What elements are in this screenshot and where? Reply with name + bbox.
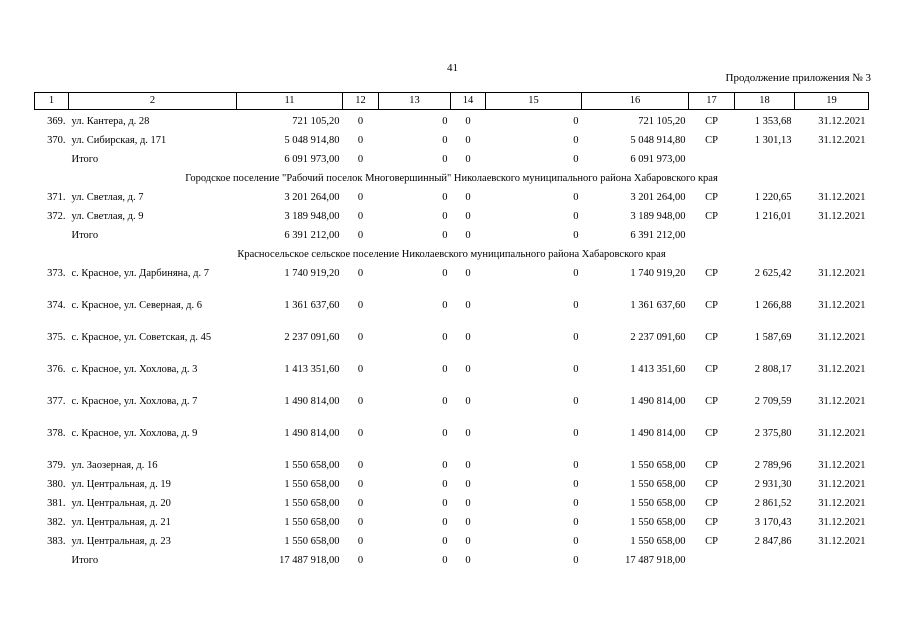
col15-cell: 0 — [573, 331, 579, 343]
col19-cell: 31.12.2021 — [818, 363, 866, 375]
total-row — [35, 549, 869, 568]
row-number: 369. — [47, 116, 66, 127]
table-row — [35, 454, 869, 473]
col17-cell: СР — [705, 116, 718, 127]
row-number: 383. — [47, 535, 66, 547]
col15-cell: 0 — [573, 363, 579, 375]
address-cell: ул. Светлая, д. 9 — [71, 210, 144, 222]
col14-cell: 0 — [465, 395, 471, 407]
row-number: 377. — [47, 395, 66, 407]
col19-cell: 31.12.2021 — [818, 210, 866, 222]
col15-cell: 0 — [573, 134, 579, 146]
row-number: 380. — [47, 478, 66, 490]
table-row — [35, 492, 869, 511]
col16-cell: 1 550 658,00 — [630, 497, 686, 509]
col13-cell: 0 — [442, 331, 448, 343]
col17-cell: СР — [705, 497, 718, 509]
col15-cell: 0 — [573, 459, 579, 471]
table-row — [35, 262, 869, 294]
col16-cell: 3 201 264,00 — [630, 191, 686, 203]
col13-cell: 0 — [442, 497, 448, 509]
address-cell: ул. Светлая, д. 7 — [71, 191, 144, 203]
col14-cell: 0 — [465, 299, 471, 311]
address-cell: Итого — [71, 554, 99, 566]
group-heading-row — [35, 167, 869, 186]
col16-cell: 17 487 918,00 — [625, 554, 686, 566]
col19-cell — [795, 224, 869, 243]
table-row — [35, 473, 869, 492]
table-row — [35, 294, 869, 326]
header-cell: 18 — [735, 93, 795, 110]
header-cell: 11 — [237, 93, 343, 110]
col15-cell: 0 — [573, 535, 579, 547]
address-cell: ул. Центральная, д. 19 — [71, 478, 171, 490]
col18-cell: 2 931,30 — [754, 478, 792, 490]
col17-cell: СР — [705, 331, 718, 343]
col19-cell: 31.12.2021 — [818, 267, 866, 279]
col13-cell: 0 — [442, 516, 448, 528]
row-number: 374. — [47, 299, 66, 311]
col18-cell: 1 216,01 — [754, 210, 792, 222]
col17-cell: СР — [705, 535, 718, 547]
col18-cell: 1 220,65 — [754, 191, 792, 203]
table-row — [35, 110, 869, 129]
header-cell: 14 — [451, 93, 486, 110]
col12-cell: 0 — [357, 535, 364, 547]
col19-cell: 31.12.2021 — [818, 134, 866, 146]
col14-cell: 0 — [465, 153, 471, 165]
col17-cell: СР — [705, 210, 718, 222]
col18-cell — [735, 224, 795, 243]
col19-cell: 31.12.2021 — [818, 191, 866, 203]
row-number: 379. — [47, 459, 66, 471]
col15-cell: 0 — [573, 554, 579, 566]
col14-cell: 0 — [465, 459, 471, 471]
table-row — [35, 326, 869, 358]
col18-cell: 2 789,96 — [754, 459, 792, 471]
group-heading: Городское поселение "Рабочий поселок Многовершинный" Николаевского муниципального района Хабаровского края — [185, 172, 718, 184]
total-row — [35, 148, 869, 167]
col19-cell — [795, 148, 869, 167]
col13-cell: 0 — [442, 229, 448, 241]
col15-cell: 0 — [573, 229, 579, 241]
col11-cell: 1 550 658,00 — [284, 516, 340, 528]
table-row — [35, 511, 869, 530]
col17-cell: СР — [705, 363, 718, 375]
row-number — [35, 224, 69, 243]
col18-cell: 1 587,69 — [754, 331, 792, 343]
row-number: 370. — [47, 134, 66, 146]
address-cell: с. Красное, ул. Хохлова, д. 9 — [71, 427, 198, 439]
col19-cell: 31.12.2021 — [818, 478, 866, 490]
col18-cell: 2 375,80 — [754, 427, 792, 439]
col11-cell: 2 237 091,60 — [284, 331, 340, 343]
col17-cell: СР — [705, 395, 718, 407]
col11-cell: 1 413 351,60 — [284, 363, 340, 375]
col13-cell: 0 — [442, 535, 448, 547]
header-cell: 2 — [69, 93, 237, 110]
row-number: 375. — [47, 331, 66, 343]
address-cell: с. Красное, ул. Дарбиняна, д. 7 — [71, 267, 210, 279]
col18-cell — [735, 148, 795, 167]
col15-cell: 0 — [573, 299, 579, 311]
col18-cell: 3 170,43 — [754, 516, 792, 528]
col11-cell: 1 550 658,00 — [284, 535, 340, 547]
row-number: 371. — [47, 191, 66, 203]
col14-cell: 0 — [465, 554, 471, 566]
col13-cell: 0 — [442, 554, 448, 566]
col16-cell: 1 550 658,00 — [630, 459, 686, 471]
col15-cell: 0 — [573, 427, 579, 439]
col14-cell: 0 — [465, 478, 471, 490]
col16-cell: 1 490 814,00 — [630, 427, 686, 439]
row-number: 376. — [47, 363, 66, 375]
address-cell: с. Красное, ул. Советская, д. 45 — [71, 331, 212, 343]
address-cell: ул. Заозерная, д. 16 — [71, 459, 158, 471]
col17-cell: СР — [705, 459, 718, 471]
col16-cell: 6 091 973,00 — [630, 153, 686, 165]
col17-cell — [689, 148, 735, 167]
col15-cell: 0 — [573, 210, 579, 222]
col14-cell: 0 — [465, 229, 471, 241]
row-number: 382. — [47, 516, 66, 528]
col17-cell — [689, 224, 735, 243]
col16-cell: 2 237 091,60 — [630, 331, 686, 343]
col11-cell: 1 550 658,00 — [284, 459, 340, 471]
col15-cell: 0 — [573, 478, 579, 490]
continuation-label: Продолжение приложения № 3 — [725, 72, 871, 84]
address-cell: ул. Центральная, д. 21 — [71, 516, 171, 528]
col14-cell: 0 — [465, 363, 471, 375]
col13-cell: 0 — [442, 134, 448, 146]
col11-cell: 3 189 948,00 — [284, 210, 340, 222]
col12-cell: 0 — [357, 363, 364, 375]
col11-cell: 3 201 264,00 — [284, 191, 340, 203]
address-cell: Итого — [71, 153, 99, 165]
header-cell: 1 — [35, 93, 69, 110]
col12-cell: 0 — [357, 229, 364, 241]
col16-cell: 1 413 351,60 — [630, 363, 686, 375]
address-cell: ул. Сибирская, д. 171 — [71, 134, 167, 146]
col13-cell: 0 — [442, 210, 448, 222]
address-cell: ул. Центральная, д. 20 — [71, 497, 171, 509]
col18-cell: 2 808,17 — [754, 363, 792, 375]
address-cell: ул. Центральная, д. 23 — [71, 535, 171, 547]
col17-cell: СР — [705, 427, 718, 439]
col18-cell: 2 847,86 — [754, 535, 792, 547]
col12-cell: 0 — [357, 459, 364, 471]
col16-cell: 1 550 658,00 — [630, 535, 686, 547]
col18-cell: 2 861,52 — [754, 497, 792, 509]
col18-cell: 1 353,68 — [754, 116, 792, 127]
col16-cell: 1 550 658,00 — [630, 516, 686, 528]
table-row — [35, 390, 869, 422]
col16-cell: 1 740 919,20 — [630, 267, 686, 279]
col16-cell: 6 391 212,00 — [630, 229, 686, 241]
col11-cell: 6 091 973,00 — [284, 153, 340, 165]
header-cell: 12 — [343, 93, 379, 110]
table-header-row — [35, 93, 869, 110]
row-number — [35, 549, 69, 568]
col11-cell: 721 105,20 — [292, 116, 340, 127]
row-number: 381. — [47, 497, 66, 509]
col15-cell: 0 — [573, 191, 579, 203]
col12-cell: 0 — [357, 153, 364, 165]
col13-cell: 0 — [442, 299, 448, 311]
header-cell: 16 — [582, 93, 689, 110]
header-cell: 13 — [379, 93, 451, 110]
col11-cell: 1 550 658,00 — [284, 478, 340, 490]
col12-cell: 0 — [357, 134, 364, 146]
col13-cell: 0 — [442, 459, 448, 471]
col11-cell: 5 048 914,80 — [284, 134, 340, 146]
table-row — [35, 422, 869, 454]
col17-cell: СР — [705, 516, 718, 528]
address-cell: Итого — [71, 229, 99, 241]
col13-cell: 0 — [442, 191, 448, 203]
col14-cell: 0 — [465, 210, 471, 222]
col14-cell: 0 — [465, 427, 471, 439]
col14-cell: 0 — [465, 331, 471, 343]
col15-cell: 0 — [573, 116, 579, 127]
col18-cell — [735, 549, 795, 568]
header-cell: 15 — [486, 93, 582, 110]
col18-cell: 1 301,13 — [754, 134, 792, 146]
col12-cell: 0 — [357, 395, 364, 407]
col12-cell: 0 — [357, 267, 364, 279]
col17-cell: СР — [705, 267, 718, 279]
col17-cell: СР — [705, 191, 718, 203]
col15-cell: 0 — [573, 516, 579, 528]
col13-cell: 0 — [442, 395, 448, 407]
header-cell: 17 — [689, 93, 735, 110]
table-body — [35, 93, 869, 568]
col16-cell: 1 361 637,60 — [630, 299, 686, 311]
table-row — [35, 530, 869, 549]
col13-cell: 0 — [442, 363, 448, 375]
col14-cell: 0 — [465, 116, 471, 127]
col19-cell: 31.12.2021 — [818, 516, 866, 528]
row-number — [35, 148, 69, 167]
col14-cell: 0 — [465, 516, 471, 528]
col19-cell: 31.12.2021 — [818, 427, 866, 439]
col18-cell: 2 625,42 — [754, 267, 792, 279]
group-heading-row — [35, 243, 869, 262]
col16-cell: 1 490 814,00 — [630, 395, 686, 407]
col11-cell: 17 487 918,00 — [279, 554, 340, 566]
col14-cell: 0 — [465, 535, 471, 547]
row-number: 373. — [47, 267, 66, 279]
col11-cell: 1 740 919,20 — [284, 267, 340, 279]
col13-cell: 0 — [442, 153, 448, 165]
col15-cell: 0 — [573, 153, 579, 165]
total-row — [35, 224, 869, 243]
col12-cell: 0 — [357, 478, 364, 490]
address-cell: с. Красное, ул. Хохлова, д. 7 — [71, 395, 198, 407]
col14-cell: 0 — [465, 191, 471, 203]
address-cell: с. Красное, ул. Северная, д. 6 — [71, 299, 202, 311]
table-row — [35, 186, 869, 205]
col18-cell: 1 266,88 — [754, 299, 792, 311]
table-row — [35, 358, 869, 390]
col17-cell: СР — [705, 478, 718, 490]
col19-cell: 31.12.2021 — [818, 331, 866, 343]
appendix-table — [34, 92, 869, 568]
col13-cell: 0 — [442, 478, 448, 490]
col16-cell: 5 048 914,80 — [630, 134, 686, 146]
col17-cell: СР — [705, 134, 718, 146]
col12-cell: 0 — [357, 516, 364, 528]
col19-cell: 31.12.2021 — [818, 459, 866, 471]
col19-cell: 31.12.2021 — [818, 116, 866, 127]
page-number: 41 — [447, 62, 458, 74]
col17-cell: СР — [705, 299, 718, 311]
col14-cell: 0 — [465, 134, 471, 146]
row-number: 378. — [47, 427, 66, 439]
col13-cell: 0 — [442, 116, 448, 127]
col14-cell: 0 — [465, 267, 471, 279]
col11-cell: 1 490 814,00 — [284, 427, 340, 439]
address-cell: с. Красное, ул. Хохлова, д. 3 — [71, 363, 198, 375]
col12-cell: 0 — [357, 554, 364, 566]
col15-cell: 0 — [573, 497, 579, 509]
col19-cell: 31.12.2021 — [818, 299, 866, 311]
col12-cell: 0 — [357, 331, 364, 343]
col19-cell: 31.12.2021 — [818, 395, 866, 407]
col11-cell: 6 391 212,00 — [284, 229, 340, 241]
col15-cell: 0 — [573, 395, 579, 407]
col18-cell: 2 709,59 — [754, 395, 792, 407]
col15-cell: 0 — [573, 267, 579, 279]
col19-cell: 31.12.2021 — [818, 497, 866, 509]
col14-cell: 0 — [465, 497, 471, 509]
table-row — [35, 205, 869, 224]
col12-cell: 0 — [357, 116, 364, 127]
col12-cell: 0 — [357, 299, 364, 311]
col16-cell: 1 550 658,00 — [630, 478, 686, 490]
col16-cell: 3 189 948,00 — [630, 210, 686, 222]
col11-cell: 1 490 814,00 — [284, 395, 340, 407]
col11-cell: 1 550 658,00 — [284, 497, 340, 509]
col13-cell: 0 — [442, 267, 448, 279]
col11-cell: 1 361 637,60 — [284, 299, 340, 311]
group-heading: Красносельское сельское поселение Николаевского муниципального района Хабаровского края — [237, 248, 666, 260]
address-cell: ул. Кантера, д. 28 — [71, 116, 150, 127]
table-row — [35, 129, 869, 148]
col13-cell: 0 — [442, 427, 448, 439]
col12-cell: 0 — [357, 210, 364, 222]
col16-cell: 721 105,20 — [638, 116, 686, 127]
col12-cell: 0 — [357, 497, 364, 509]
col19-cell: 31.12.2021 — [818, 535, 866, 547]
col12-cell: 0 — [357, 191, 364, 203]
col17-cell — [689, 549, 735, 568]
col12-cell: 0 — [357, 427, 364, 439]
col19-cell — [795, 549, 869, 568]
row-number: 372. — [47, 210, 66, 222]
header-cell: 19 — [795, 93, 869, 110]
